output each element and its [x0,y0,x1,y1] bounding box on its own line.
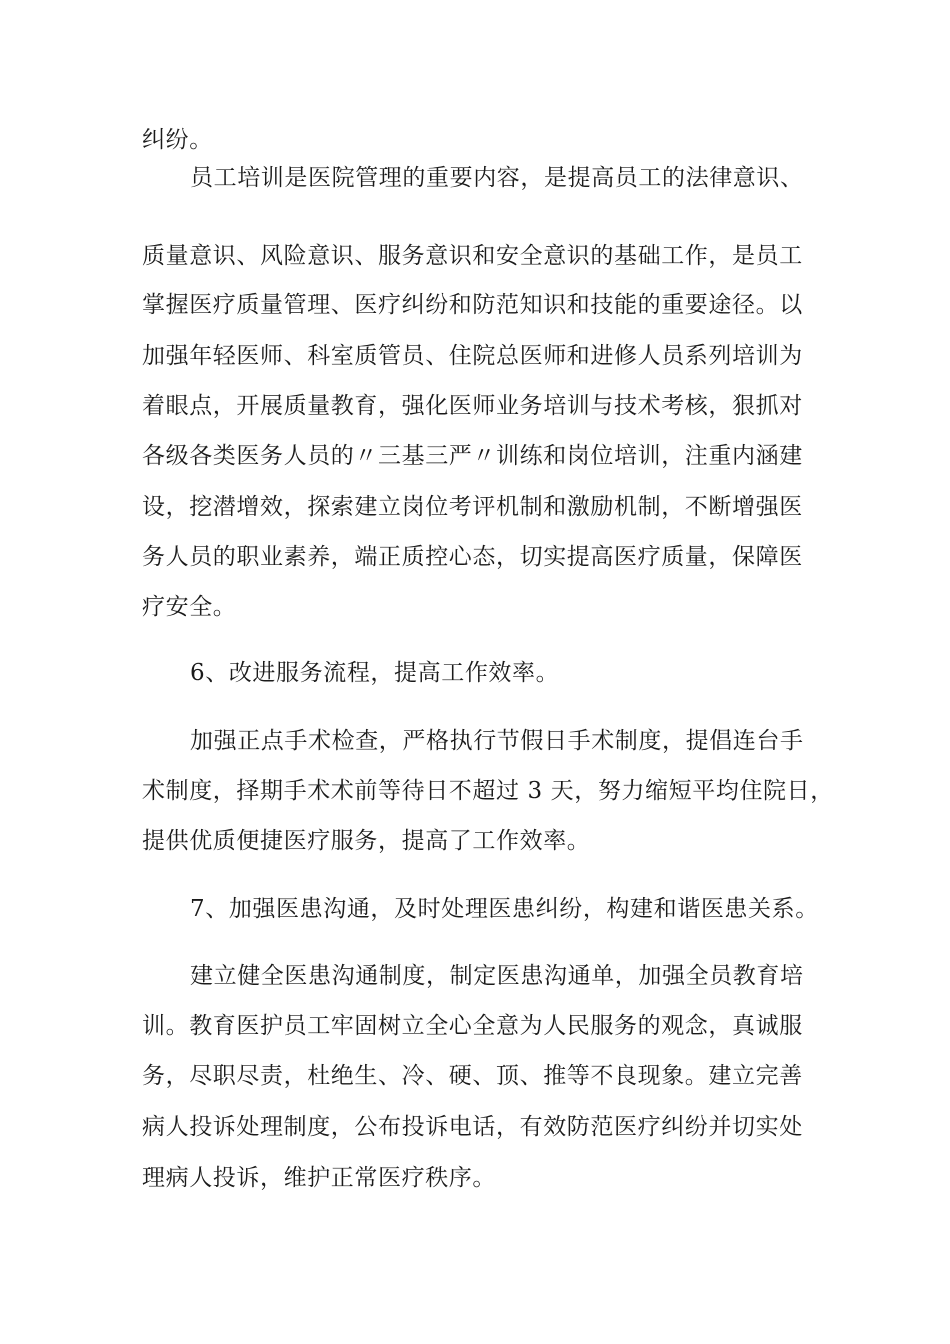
paragraph-line: 术制度，择期手术术前等待日不超过 3 天，努力缩短平均住院日， [142,778,834,804]
paragraph-line: 着眼点，开展质量教育，强化医师业务培训与技术考核，狠抓对 [142,393,803,419]
paragraph-line: 各级各类医务人员的〃三基三严〃训练和岗位培训，注重内涵建 [142,443,803,469]
section-heading: 6、改进服务流程，提高工作效率。 [190,660,560,686]
paragraph-line: 训。教育医护员工牢固树立全心全意为人民服务的观念，真诚服 [142,1013,803,1039]
paragraph-line: 设，挖潜增效，探索建立岗位考评机制和激励机制，不断增强医 [142,494,803,520]
paragraph-line: 务人员的职业素养，端正质控心态，切实提高医疗质量，保障医 [142,544,803,570]
paragraph-line: 疗安全。 [142,594,237,620]
paragraph-line: 加强正点手术检查，严格执行节假日手术制度，提倡连台手 [190,728,804,754]
section-heading: 7、加强医患沟通，及时处理医患纠纷，构建和谐医患关系。 [190,896,819,922]
paragraph-line: 理病人投诉，维护正常医疗秩序。 [142,1165,496,1191]
paragraph-line: 质量意识、风险意识、服务意识和安全意识的基础工作，是员工 [142,243,803,269]
paragraph-line: 病人投诉处理制度，公布投诉电话，有效防范医疗纠纷并切实处 [142,1114,803,1140]
paragraph-line: 提供优质便捷医疗服务，提高了工作效率。 [142,828,591,854]
paragraph-line: 务，尽职尽责，杜绝生、冷、硬、顶、推等不良现象。建立完善 [142,1063,803,1089]
paragraph-line: 掌握医疗质量管理、医疗纠纷和防范知识和技能的重要途径。以 [142,292,803,318]
paragraph-line: 员工培训是医院管理的重要内容，是提高员工的法律意识、 [190,165,804,191]
paragraph-line: 建立健全医患沟通制度，制定医患沟通单，加强全员教育培 [190,963,804,989]
paragraph-line: 纠纷。 [142,127,213,153]
paragraph-line: 加强年轻医师、科室质管员、住院总医师和进修人员系列培训为 [142,343,803,369]
